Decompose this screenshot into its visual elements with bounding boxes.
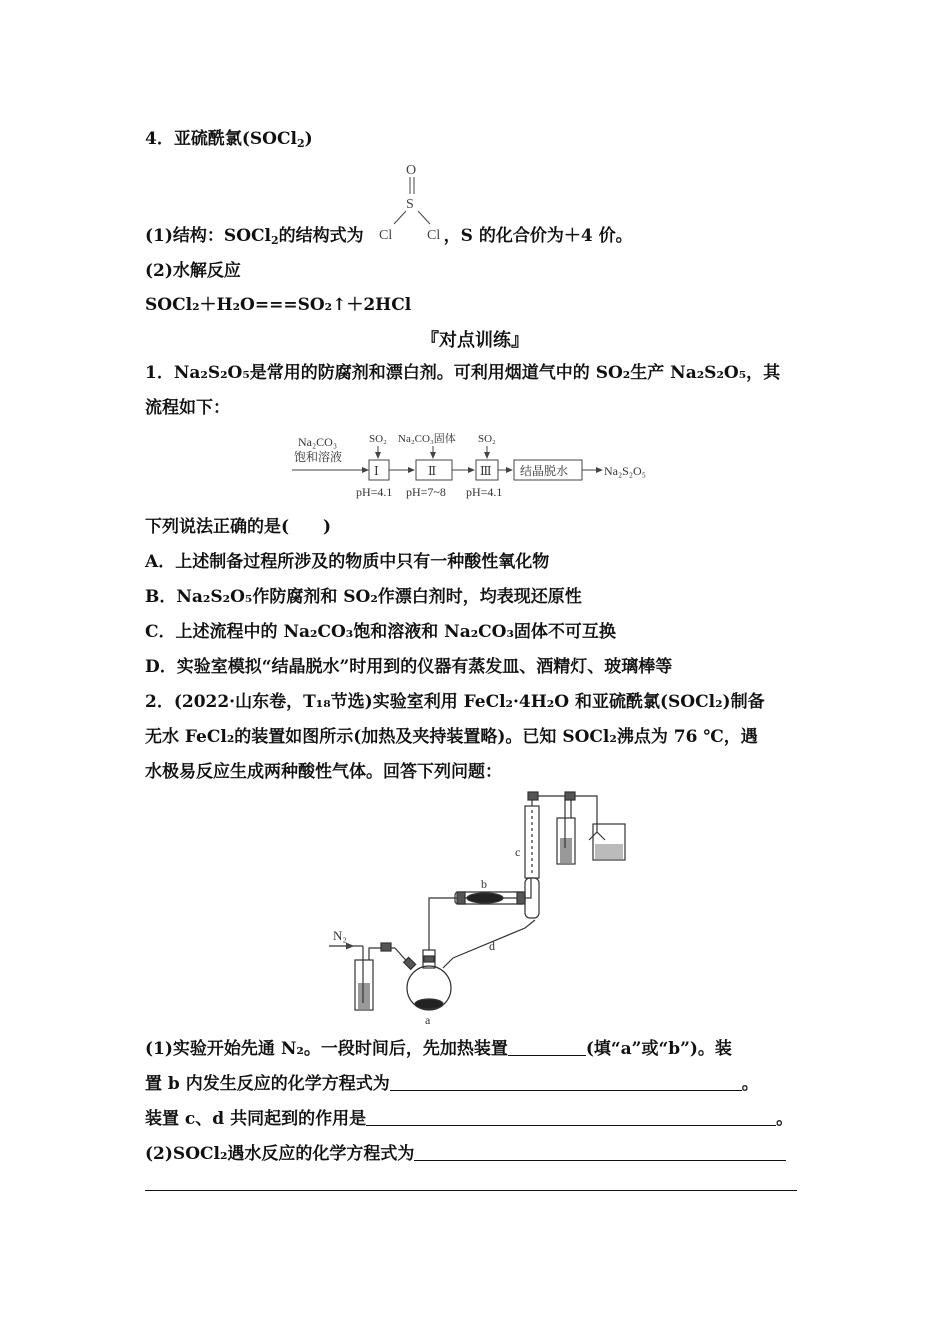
q2-part2-line1: (2)SOCl₂遇水反应的化学方程式为 <box>145 1142 786 1166</box>
q1-prompt: 下列说法正确的是( ) <box>145 517 332 537</box>
struct-cl2: Cl <box>427 228 441 243</box>
flow-ph-2: pH=7~8 <box>406 485 446 499</box>
q1-option-b: B．Na₂S₂O₅作防腐剂和 SO₂作漂白剂时，均表现还原性 <box>145 587 582 607</box>
flow-mid-input: Na₂CO₃固体 <box>398 433 456 445</box>
label-c: c <box>515 845 521 859</box>
section-heading: 4．亚硫酰氯(SOCl$_2$) <box>145 129 313 150</box>
training-title: 『对点训练』 <box>421 330 529 351</box>
label-d: d <box>489 939 495 953</box>
q2-stem-2: 无水 FeCl₂的装置如图所示(加热及夹持装置略)。已知 SOCl₂沸点为 76 ℃，遇 <box>145 727 758 747</box>
label-b: b <box>481 877 487 891</box>
flow-start-1: Na₂CO₃ <box>298 435 338 449</box>
q1-stem-2: 流程如下： <box>145 398 230 418</box>
flow-box-3-label: Ⅲ <box>480 464 492 478</box>
flow-box-4-label: 结晶脱水 <box>520 464 569 478</box>
q2-stem-3: 水极易反应生成两种酸性气体。回答下列问题： <box>145 762 502 782</box>
flow-so2-a: SO₂ <box>369 433 387 445</box>
flow-so2-b: SO₂ <box>478 433 496 445</box>
q2-part1-line1: (1)实验开始先通 N₂。一段时间后，先加热装置 (填“a”或“b”)。装 <box>145 1039 732 1059</box>
q2-part1-line2: 置 b 内发生反应的化学方程式为 。 <box>145 1074 759 1094</box>
flow-ph-3: pH=4.1 <box>466 485 503 499</box>
q2-stem-1: 2．(2022·山东卷，T₁₈节选)实验室利用 FeCl₂·4H₂O 和亚硫酰氯(SOCl₂)制备 <box>145 692 765 712</box>
struct-cl1: Cl <box>379 228 393 243</box>
structure-line: (1)结构：SOCl$_2$的结构式为 ，S 的化合价为＋4 价。 <box>145 226 633 247</box>
hydrolysis-label: (2)水解反应 <box>145 261 241 281</box>
flow-start-2: 饱和溶液 <box>294 450 343 464</box>
flow-box-1-label: Ⅰ <box>374 464 379 478</box>
label-a: a <box>425 1013 431 1027</box>
flow-box-1 <box>369 460 389 480</box>
q1-stem-1: 1．Na₂S₂O₅是常用的防腐剂和漂白剂。可利用烟道气中的 SO₂生产 Na₂S₂O₅，其 <box>145 363 781 383</box>
answer-blank-4[interactable] <box>414 1142 786 1161</box>
flow-ph-1: pH=4.1 <box>356 485 393 499</box>
answer-blank-5[interactable] <box>145 1190 797 1191</box>
flow-end: Na₂S₂O₅ <box>604 464 646 478</box>
struct-o: O <box>406 163 417 178</box>
q1-flow-diagram <box>290 428 670 504</box>
label-n2: N₂ <box>333 928 347 943</box>
q2-apparatus-diagram <box>325 788 645 1028</box>
q2-part1-line3: 装置 c、d 共同起到的作用是 。 <box>145 1109 794 1129</box>
q1-option-d: D．实验室模拟“结晶脱水”时用到的仪器有蒸发皿、酒精灯、玻璃棒等 <box>145 657 673 677</box>
struct-s: S <box>406 197 414 212</box>
answer-blank-3[interactable] <box>366 1107 776 1126</box>
q1-option-c: C．上述流程中的 Na₂CO₃饱和溶液和 Na₂CO₃固体不可互换 <box>145 622 616 642</box>
answer-blank-2[interactable] <box>390 1072 742 1091</box>
q1-option-a: A．上述制备过程所涉及的物质中只有一种酸性氧化物 <box>145 552 550 572</box>
answer-blank-1[interactable] <box>508 1037 586 1056</box>
flow-box-2-label: Ⅱ <box>428 464 437 478</box>
hydrolysis-equation: SOCl₂＋H₂O===SO₂↑＋2HCl <box>145 295 412 315</box>
